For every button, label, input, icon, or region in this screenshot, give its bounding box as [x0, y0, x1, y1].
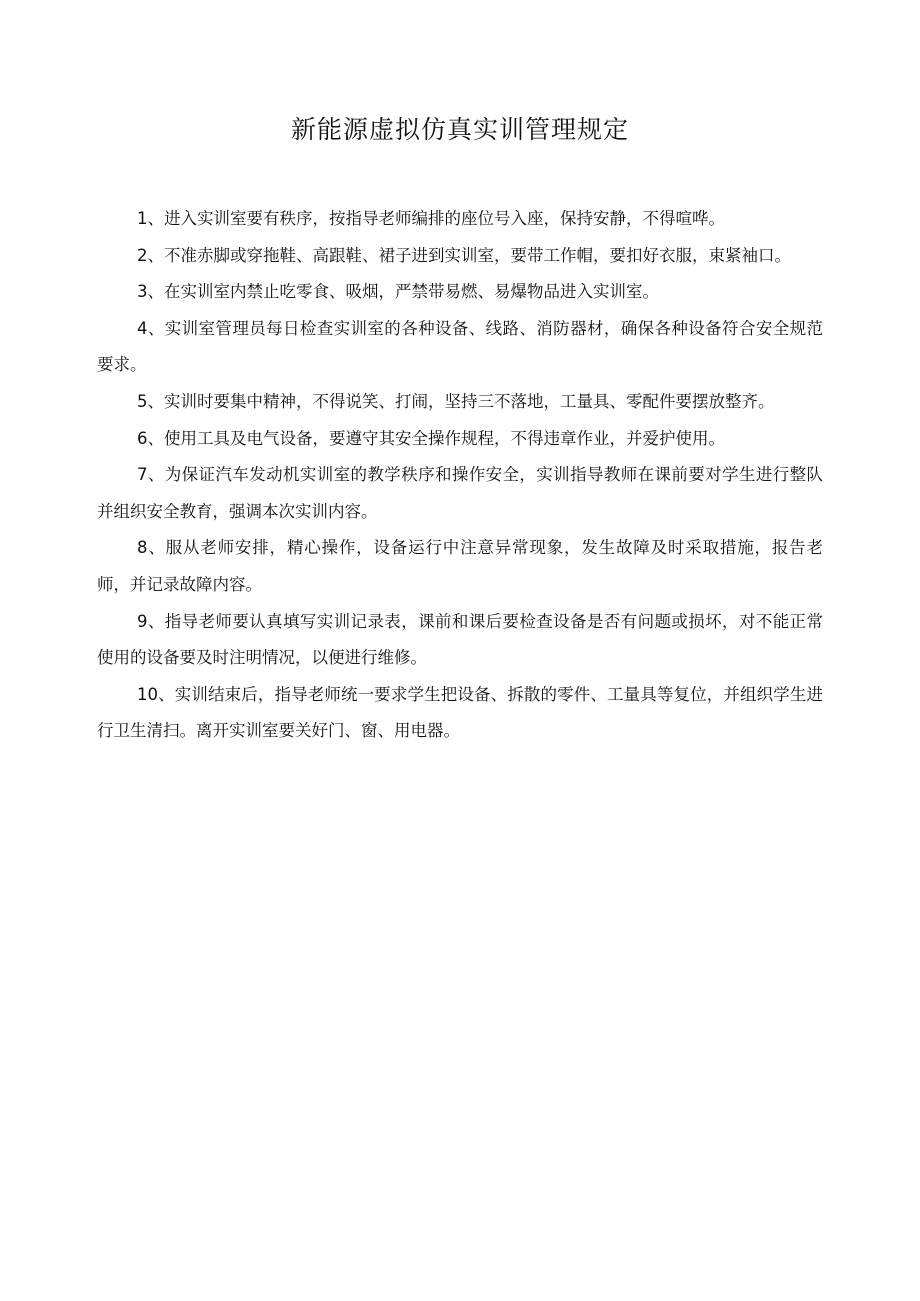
- rule-item-5: 5、实训时要集中精神，不得说笑、打闹，坚持三不落地，工量具、零配件要摆放整齐。: [137, 391, 775, 411]
- rule-item-10: 10、实训结束后，指导老师统一要求学生把设备、拆散的零件、工量具等复位，并组织学生进行卫生清扫。离开实训室要关好门、窗、用电器。: [97, 684, 823, 741]
- rules-list: [97, 201, 823, 750]
- rule-item-6: 6、使用工具及电气设备，要遵守其安全操作规程，不得违章作业，并爱护使用。: [137, 428, 725, 448]
- rule-item-1: 1、进入实训室要有秩序，按指导老师编排的座位号入座，保持安静，不得喧哗。: [137, 209, 725, 228]
- rule-item-4: 4、实训室管理员每日检查实训室的各种设备、线路、消防器材，确保各种设备符合安全规范要求。: [97, 318, 823, 375]
- rule-item-8: 8、服从老师安排，精心操作，设备运行中注意异常现象，发生故障及时采取措施，报告老师，并记录故障内容。: [97, 538, 823, 594]
- rule-item-3: 3、在实训室内禁止吃零食、吸烟，严禁带易燃、易爆物品进入实训室。: [137, 282, 659, 302]
- document-title: 新能源虚拟仿真实训管理规定: [290, 115, 629, 144]
- rule-item-2: 2、不准赤脚或穿拖鞋、高跟鞋、裙子进到实训室，要带工作帽，要扣好衣服，束紧袖口。: [137, 245, 791, 265]
- rule-item-7: 7、为保证汽车发动机实训室的教学秩序和操作安全，实训指导教师在课前要对学生进行整队并组织安全教育，强调本次实训内容。: [97, 465, 823, 521]
- rule-item-9: 9、指导老师要认真填写实训记录表，课前和课后要检查设备是否有问题或损坏，对不能正常使用的设备要及时注明情况，以便进行维修。: [97, 611, 823, 668]
